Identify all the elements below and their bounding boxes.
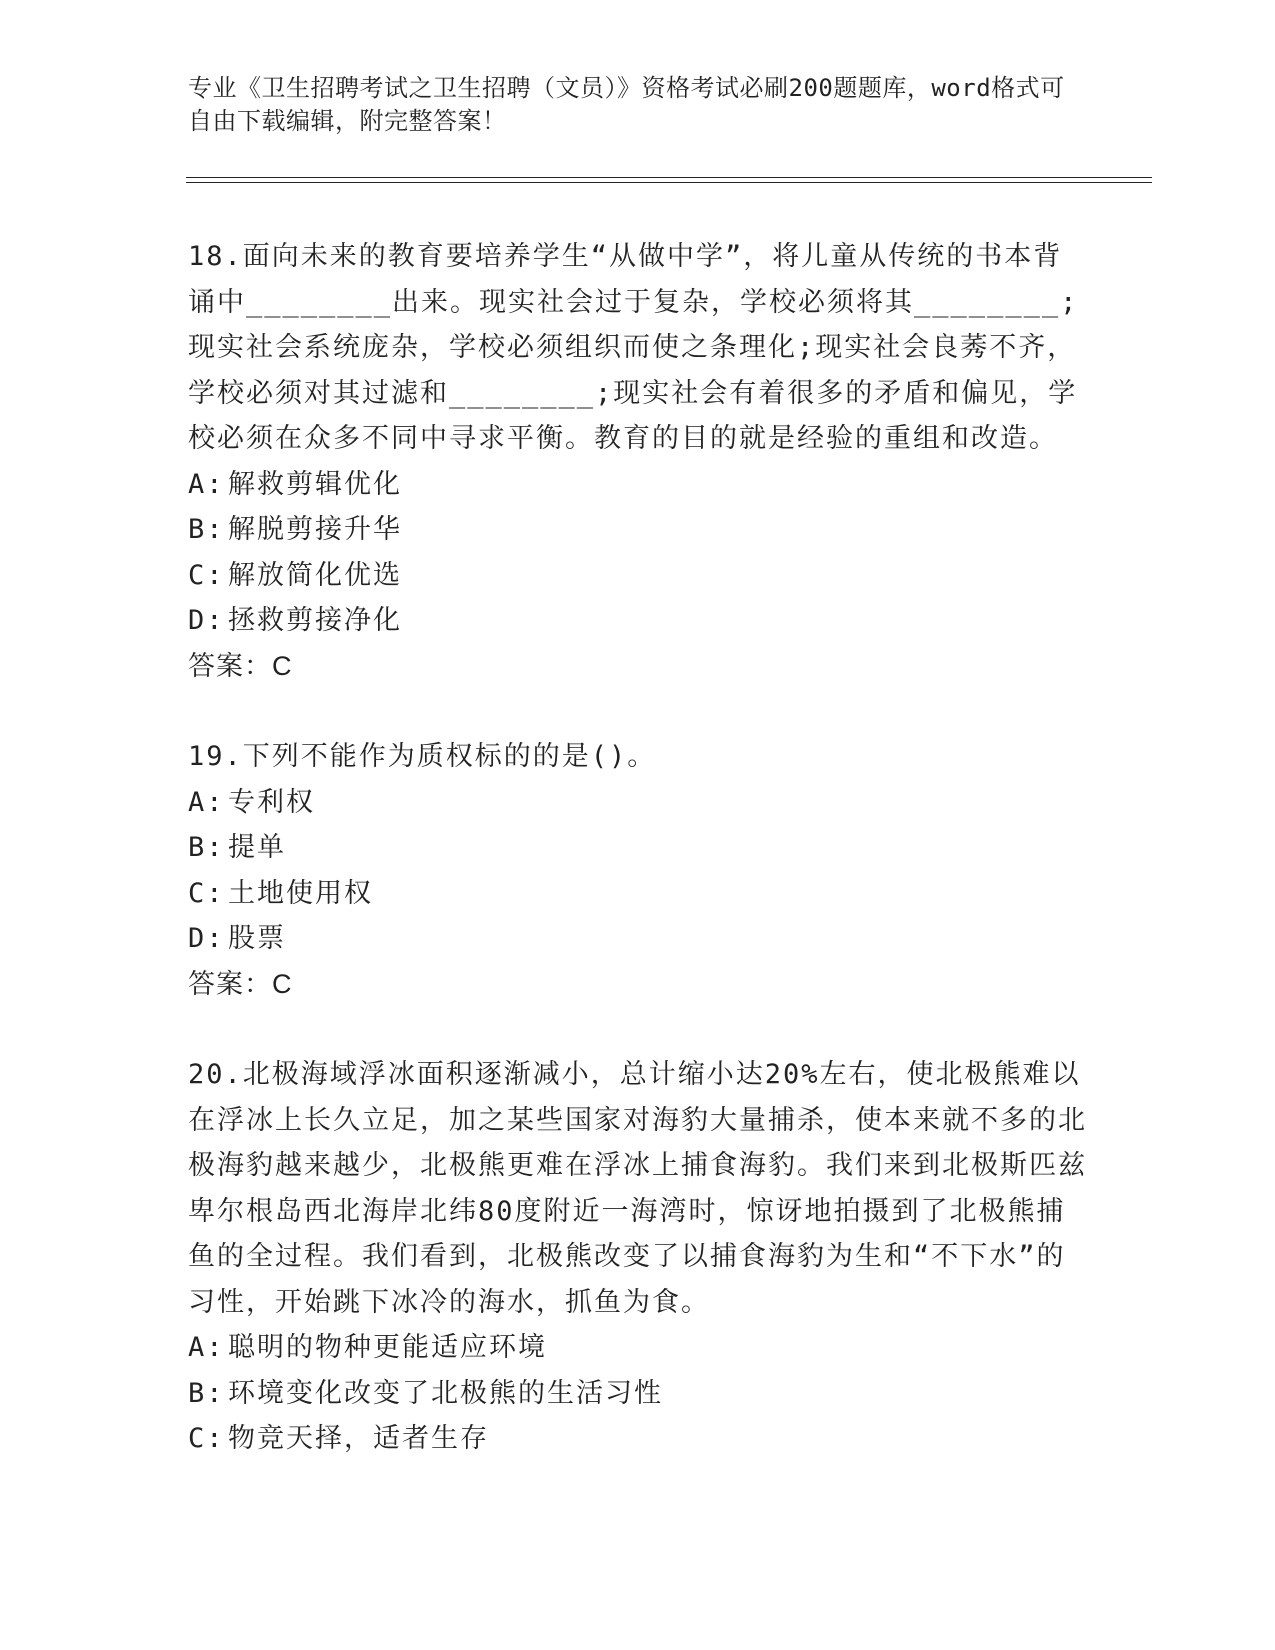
header-divider-top <box>186 177 1152 178</box>
option-key: A: <box>188 786 225 818</box>
question-list <box>188 234 1088 1462</box>
option-text: 聪明的物种更能适应环境 <box>228 1332 547 1363</box>
option-key: A: <box>188 1332 225 1363</box>
option-b <box>188 507 1088 553</box>
spacer <box>188 1007 1088 1052</box>
question-19 <box>188 734 1088 1007</box>
option-a <box>188 462 1088 508</box>
option-key: A: <box>188 468 225 500</box>
header-divider-bottom <box>186 182 1152 183</box>
option-text: 物竞天择，适者生存 <box>228 1423 489 1454</box>
option-key: D: <box>188 605 225 636</box>
option-c <box>188 553 1088 599</box>
option-text: 拯救剪接净化 <box>228 605 402 636</box>
answer: 答案：C <box>188 650 293 681</box>
option-text: 土地使用权 <box>228 877 373 909</box>
option-key: B: <box>188 1377 225 1409</box>
question-text: 20.北极海域浮冰面积逐渐减小，总计缩小达20%左右，使北极熊难以在浮冰上长久立足，加之某些国家对海豹大量捕杀，使本来就不多的北极海豹越来越少，北极熊更难在浮冰上捕食海豹。我们来到北极斯匹兹卑尔根岛西北海岸北纬80度附近一海湾时，惊讶地拍摄到了北极熊捕鱼的全过程。我们看到，北极熊改变了以捕食海豹为生和“不下水”的习性，开始跳下冰冷的海水，抓鱼为食。 <box>188 1059 1087 1318</box>
option-text: 提单 <box>228 832 286 863</box>
page-header: 专业《卫生招聘考试之卫生招聘（文员）》资格考试必刷200题题库，word格式可自由下载编辑，附完整答案！ <box>188 74 1065 135</box>
option-text: 专利权 <box>228 786 315 818</box>
question-20 <box>188 1052 1088 1462</box>
option-a <box>188 1325 1088 1371</box>
option-c <box>188 1416 1088 1462</box>
option-text: 解救剪辑优化 <box>228 468 402 500</box>
option-key: C: <box>188 877 225 909</box>
option-b <box>188 825 1088 871</box>
option-d <box>188 598 1088 644</box>
option-text: 环境变化改变了北极熊的生活习性 <box>228 1377 663 1409</box>
question-text: 19.下列不能作为质权标的的是()。 <box>188 741 657 772</box>
option-text: 股票 <box>228 923 286 954</box>
option-text: 解脱剪接升华 <box>228 514 402 545</box>
option-key: B: <box>188 832 225 863</box>
option-key: C: <box>188 1423 225 1454</box>
option-a <box>188 780 1088 826</box>
option-b <box>188 1371 1088 1417</box>
option-d <box>188 916 1088 962</box>
question-18 <box>188 234 1088 689</box>
option-text: 解放简化优选 <box>228 559 402 591</box>
option-c <box>188 871 1088 917</box>
question-text: 18.面向未来的教育要培养学生“从做中学”，将儿童从传统的书本背诵中________出来。现实社会过于复杂，学校必须将其________;现实社会系统庞杂，学校必须组织而使之条理化;现实社会良莠不齐，学校必须对其过滤和________;现实社会有着很多的矛盾和偏见，学校必须在众多不同中寻求平衡。教育的目的就是经验的重组和改造。 <box>188 241 1079 454</box>
option-key: D: <box>188 923 225 954</box>
option-key: C: <box>188 559 225 591</box>
spacer <box>188 689 1088 734</box>
answer: 答案：C <box>188 968 293 999</box>
option-key: B: <box>188 514 225 545</box>
